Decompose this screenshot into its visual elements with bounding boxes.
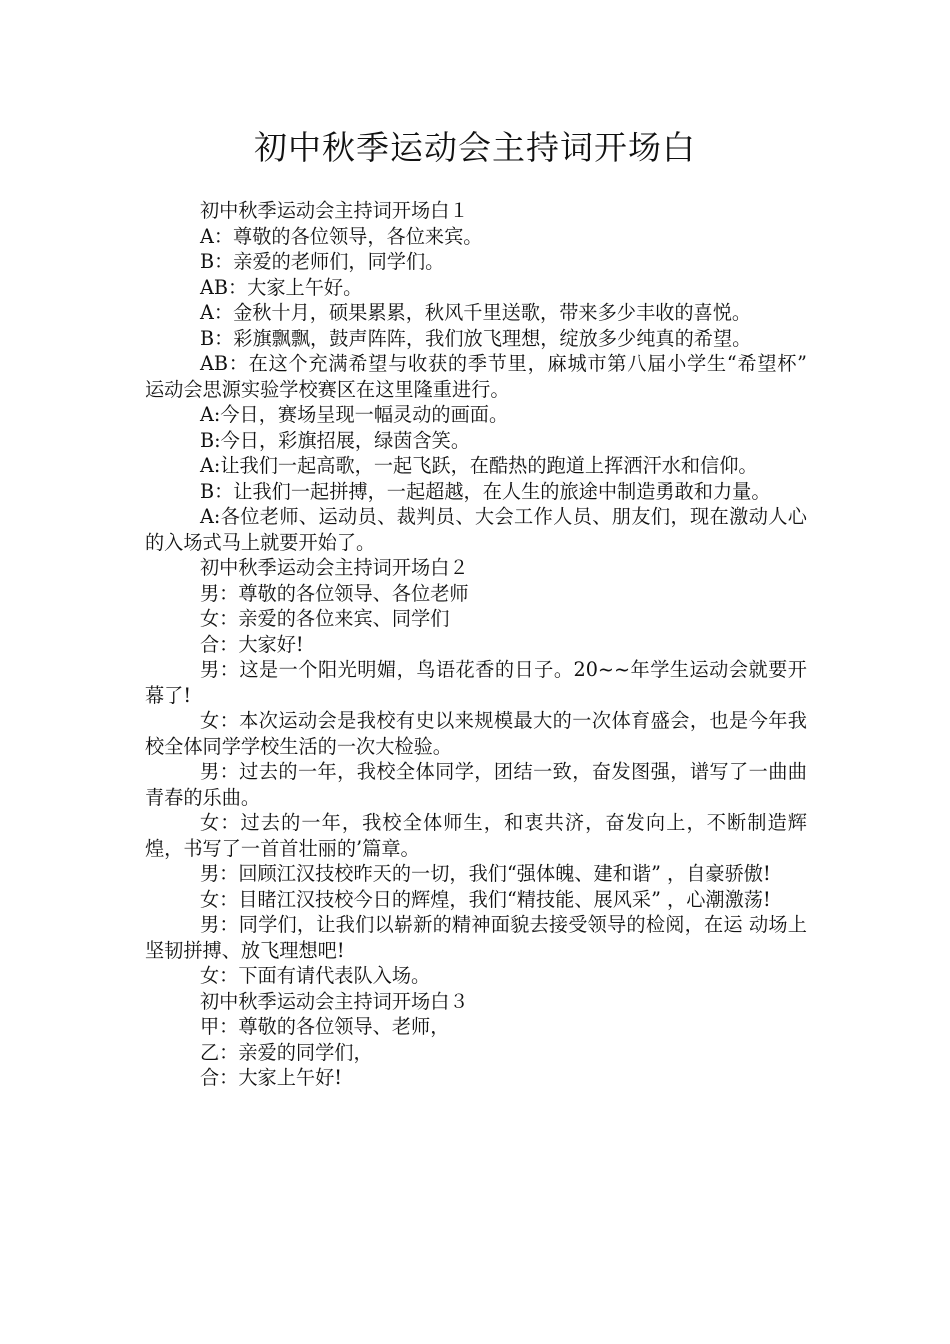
paragraph: 男：过去的一年，我校全体同学，团结一致，奋发图强，谱写了一曲曲青春的乐曲。 [145, 760, 807, 809]
document-title: 初中秋季运动会主持词开场白 [254, 128, 696, 167]
paragraph: 合：大家好! [200, 632, 304, 656]
paragraph: AB：在这个充满希望与收获的季节里，麻城市第八届小学生“希望杯” 运动会思源实验学校赛区在这里隆重进行。 [145, 352, 807, 401]
paragraph: 乙：亲爱的同学们， [200, 1040, 373, 1064]
paragraph: B:今日，彩旗招展，绿茵含笑。 [200, 428, 471, 452]
paragraph: B：亲爱的老师们，同学们。 [200, 250, 445, 273]
document-body [145, 198, 807, 1091]
paragraph: 男：这是一个阳光明媚，鸟语花香的日子。20~~年学生运动会就要开幕了! [145, 658, 807, 707]
paragraph: B：让我们一起拼搏，一起超越，在人生的旅途中制造勇敢和力量。 [200, 479, 771, 503]
paragraph: AB：大家上午好。 [200, 275, 363, 299]
paragraph: B：彩旗飘飘，鼓声阵阵，我们放飞理想，绽放多少纯真的希望。 [200, 326, 752, 350]
paragraph: 男：同学们，让我们以崭新的精神面貌去接受领导的检阅，在运 动场上坚韧拼搏、放飞理想吧! [145, 913, 807, 962]
paragraph: A:让我们一起高歌，一起飞跃，在酷热的跑道上挥洒汗水和信仰。 [200, 454, 758, 477]
section-heading-2: 初中秋季运动会主持词开场白２ [200, 556, 469, 579]
paragraph: 女：本次运动会是我校有史以来规模最大的一次体育盛会，也是今年我校全体同学学校生活的一次大检验。 [145, 709, 807, 758]
section-heading-3: 初中秋季运动会主持词开场白３ [200, 989, 469, 1013]
paragraph: A：尊敬的各位领导，各位来宾。 [200, 224, 483, 248]
paragraph: 合：大家上午好! [200, 1066, 343, 1089]
section-heading-1: 初中秋季运动会主持词开场白１ [200, 199, 469, 222]
paragraph: 甲：尊敬的各位领导、老师， [200, 1015, 450, 1038]
paragraph: A:各位老师、运动员、裁判员、大会工作人员、朋友们，现在激动人心的入场式马上就要开始了。 [145, 505, 807, 554]
paragraph: A:今日，赛场呈现一幅灵动的画面。 [200, 403, 509, 426]
paragraph: 男：回顾江汉技校昨天的一切，我们“强体魄、建和谐” ，自豪骄傲! [200, 862, 771, 885]
paragraph: 女：目睹江汉技校今日的辉煌，我们“精技能、展风采” ，心潮激荡! [200, 887, 771, 911]
paragraph: 女：下面有请代表队入场。 [200, 964, 431, 987]
paragraph: 女：亲爱的各位来宾、同学们 [200, 607, 450, 630]
paragraph: 男：尊敬的各位领导、各位老师 [200, 581, 469, 605]
paragraph: 女：过去的一年，我校全体师生，和衷共济，奋发向上，不断制造辉煌，书写了一首首壮丽的’篇章。 [145, 811, 807, 860]
paragraph: A：金秋十月，硕果累累，秋风千里送歌，带来多少丰收的喜悦。 [200, 301, 752, 324]
